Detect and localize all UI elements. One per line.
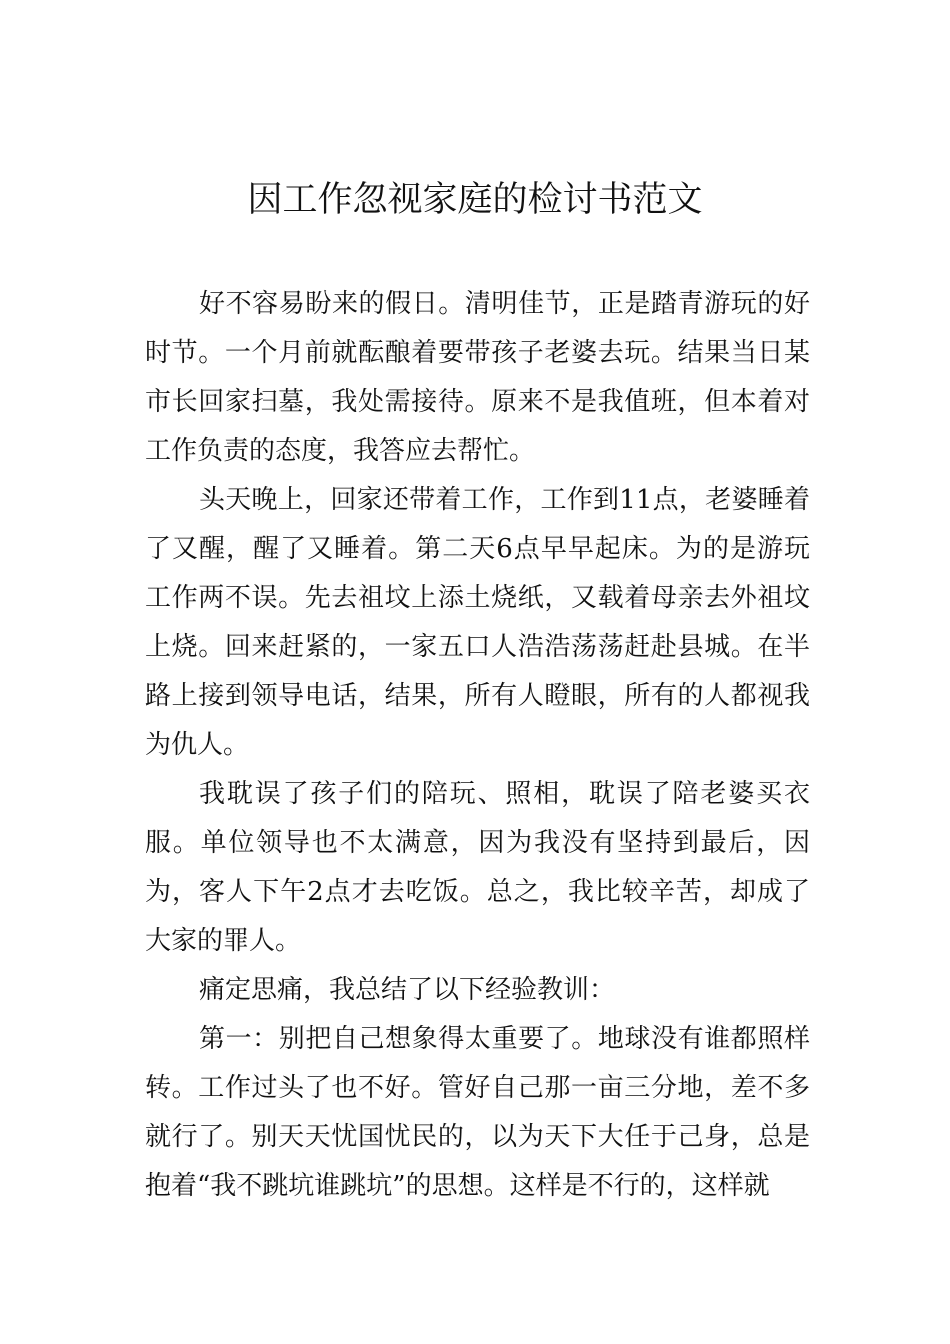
- paragraph: 头天晚上，回家还带着工作，工作到11点，老婆睡着了又醒，醒了又睡着。第二天6点早早起床。为的是游玩工作两不误。先去祖坟上添土烧纸，又载着母亲去外祖坟上烧。回来赶紧的，一家五口人浩浩荡荡赶赴县城。在半路上接到领导电话，结果，所有人瞪眼，所有的人都视我为仇人。: [145, 485, 810, 760]
- paragraph: 我耽误了孩子们的陪玩、照相，耽误了陪老婆买衣服。单位领导也不太满意，因为我没有坚持到最后，因为，客人下午2点才去吃饭。总之，我比较辛苦，却成了大家的罪人。: [145, 779, 810, 956]
- paragraph: 痛定思痛，我总结了以下经验教训：: [199, 975, 616, 1005]
- document-title: 因工作忽视家庭的检讨书范文: [247, 180, 703, 220]
- paragraph: 第一：别把自己想象得太重要了。地球没有谁都照样转。工作过头了也不好。管好自己那一亩三分地，差不多就行了。别天天忧国忧民的，以为天下大任于己身，总是抱着“我不跳坑谁跳坑”的思想。这样是不行的，这样就: [145, 1024, 810, 1201]
- document-body: [145, 280, 810, 1211]
- paragraph: 好不容易盼来的假日。清明佳节，正是踏青游玩的好时节。一个月前就酝酿着要带孩子老婆去玩。结果当日某市长回家扫墓，我处需接待。原来不是我值班，但本着对工作负责的态度，我答应去帮忙。: [145, 289, 810, 466]
